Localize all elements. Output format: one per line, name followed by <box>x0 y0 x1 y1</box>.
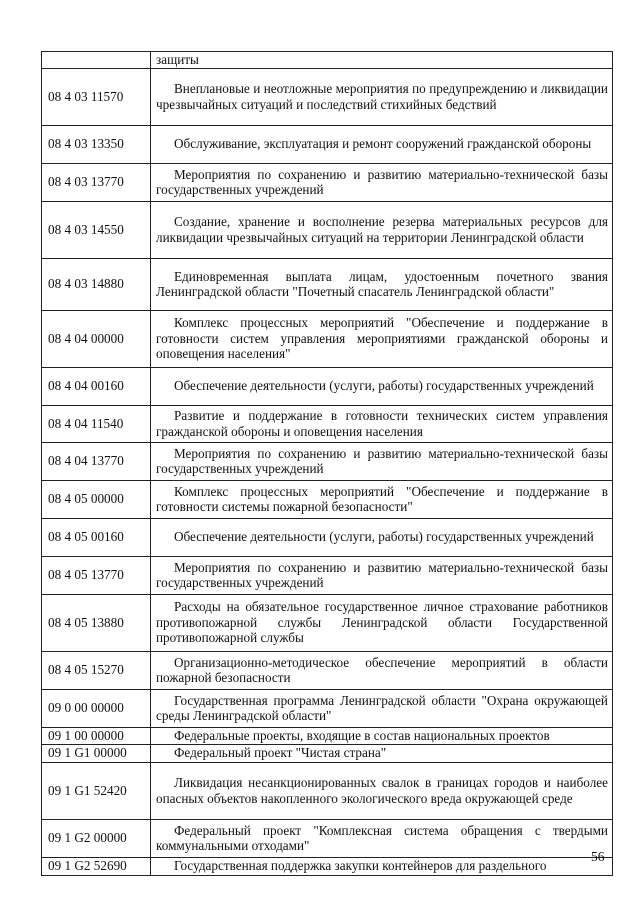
description-cell: Федеральный проект "Комплексная система обращения с твердыми коммунальными отходами" <box>151 819 613 857</box>
table-row <box>42 727 613 744</box>
table-row <box>42 594 613 651</box>
description-cell: Создание, хранение и восполнение резерва материальных ресурсов для ликвидации чрезвычайных ситуаций на территории Ленинградской области <box>151 201 613 258</box>
table-row <box>42 689 613 727</box>
description-cell: Ликвидация несанкционированных свалок в границах городов и наиболее опасных объектов накопленного экологического вреда окружающей среде <box>151 762 613 819</box>
table-row <box>42 310 613 367</box>
budget-code-cell: 08 4 05 00000 <box>42 480 151 518</box>
budget-code-cell: 08 4 03 13770 <box>42 163 151 201</box>
table-row <box>42 480 613 518</box>
description-cell: Мероприятия по сохранению и развитию материально-технической базы государственных учреждений <box>151 163 613 201</box>
description-cell: Комплекс процессных мероприятий "Обеспечение и поддержание в готовности системы пожарной безопасности" <box>151 480 613 518</box>
description-cell: Единовременная выплата лицам, удостоенным почетного звания Ленинградской области "Почетный спасатель Ленинградской области" <box>151 258 613 310</box>
budget-code-table <box>41 51 613 876</box>
table-row <box>42 518 613 556</box>
description-cell: защиты <box>151 52 613 69</box>
description-cell: Государственная программа Ленинградской области "Охрана окружающей среды Ленинградской области" <box>151 689 613 727</box>
table-row <box>42 163 613 201</box>
budget-code-cell: 08 4 04 00160 <box>42 367 151 405</box>
description-cell: Государственная поддержка закупки контейнеров для раздельного <box>151 857 613 875</box>
budget-code-cell: 09 0 00 00000 <box>42 689 151 727</box>
description-cell: Организационно-методическое обеспечение мероприятий в области пожарной безопасности <box>151 651 613 689</box>
budget-code-cell: 08 4 04 00000 <box>42 310 151 367</box>
budget-code-cell: 08 4 04 13770 <box>42 442 151 480</box>
budget-code-cell: 09 1 G1 00000 <box>42 744 151 762</box>
budget-code-cell: 09 1 G1 52420 <box>42 762 151 819</box>
description-cell: Комплекс процессных мероприятий "Обеспечение и поддержание в готовности систем управления мероприятиями гражданской обороны и оповещения населения" <box>151 310 613 367</box>
description-cell: Мероприятия по сохранению и развитию материально-технической базы государственных учреждений <box>151 442 613 480</box>
budget-code-cell: 08 4 05 00160 <box>42 518 151 556</box>
budget-code-cell: 08 4 05 15270 <box>42 651 151 689</box>
description-cell: Федеральный проект "Чистая страна" <box>151 744 613 762</box>
budget-code-cell <box>42 52 151 69</box>
budget-code-cell: 08 4 03 14550 <box>42 201 151 258</box>
description-cell: Расходы на обязательное государственное личное страхование работников противопожарной службы Ленинградской области Государственной противопожарной службы <box>151 594 613 651</box>
budget-code-cell: 08 4 03 14880 <box>42 258 151 310</box>
budget-code-cell: 09 1 G2 00000 <box>42 819 151 857</box>
table-row <box>42 762 613 819</box>
description-cell: Мероприятия по сохранению и развитию материально-технической базы государственных учреждений <box>151 556 613 594</box>
table-row <box>42 125 613 163</box>
description-cell: Федеральные проекты, входящие в состав национальных проектов <box>151 727 613 744</box>
table-row <box>42 405 613 442</box>
table-row <box>42 744 613 762</box>
table-row <box>42 258 613 310</box>
budget-code-cell: 09 1 00 00000 <box>42 727 151 744</box>
table-row <box>42 819 613 857</box>
budget-code-cell: 08 4 03 13350 <box>42 125 151 163</box>
table-row <box>42 857 613 875</box>
budget-code-cell: 08 4 04 11540 <box>42 405 151 442</box>
budget-code-cell: 08 4 05 13770 <box>42 556 151 594</box>
table-row <box>42 367 613 405</box>
page-number: 56 <box>591 849 605 864</box>
description-cell: Внеплановые и неотложные мероприятия по предупреждению и ликвидации чрезвычайных ситуаций и последствий стихийных бедствий <box>151 68 613 125</box>
budget-code-cell: 08 4 03 11570 <box>42 68 151 125</box>
table-row <box>42 442 613 480</box>
description-cell: Обеспечение деятельности (услуги, работы) государственных учреждений <box>151 518 613 556</box>
description-cell: Обслуживание, эксплуатация и ремонт сооружений гражданской обороны <box>151 125 613 163</box>
budget-code-cell: 09 1 G2 52690 <box>42 857 151 875</box>
table-row <box>42 201 613 258</box>
table-row <box>42 68 613 125</box>
table-row <box>42 556 613 594</box>
description-cell: Развитие и поддержание в готовности технических систем управления гражданской обороны и оповещения населения <box>151 405 613 442</box>
table-row <box>42 651 613 689</box>
budget-code-cell: 08 4 05 13880 <box>42 594 151 651</box>
description-cell: Обеспечение деятельности (услуги, работы) государственных учреждений <box>151 367 613 405</box>
table-row <box>42 52 613 69</box>
